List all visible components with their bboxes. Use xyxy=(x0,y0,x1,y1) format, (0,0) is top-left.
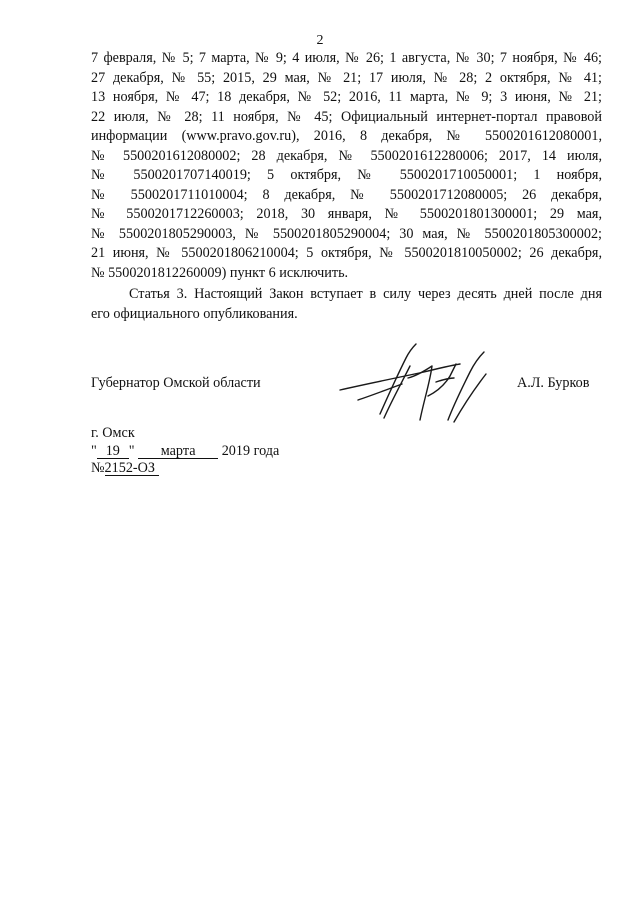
text-line: 27 декабря, № 55; 2015, 29 мая, № 21; 17 июля, № 28; 2 октября, № 41; xyxy=(91,69,602,86)
text-line: 21 июня, № 5500201806210004; 5 октября, № 5500201810050002; 26 декабря, xyxy=(91,245,602,261)
text-line: 22 июля, № 28; 11 ноября, № 45; Официальный интернет-портал правовой xyxy=(91,108,602,125)
law-number xyxy=(91,460,279,478)
quote-close: " xyxy=(128,442,135,459)
date-day: 19 xyxy=(97,444,129,459)
signing-date xyxy=(91,443,279,461)
date-month: марта xyxy=(138,444,218,459)
text-line: № 5500201707140019; 5 октября, № 5500201710050001; 1 ноября, xyxy=(91,167,602,183)
law-number-prefix: № xyxy=(91,460,105,476)
page-number: 2 xyxy=(316,33,324,48)
article-3 xyxy=(91,285,602,324)
signatory-name: А.Л. Бурков xyxy=(517,375,590,391)
text-line: информации (www.pravo.gov.ru), 2016, 8 декабря, № 5500201612080001, xyxy=(91,128,602,144)
date-year: 2019 года xyxy=(221,442,280,459)
text-line: № 5500201805290003, № 5500201805290004; 30 мая, № 5500201805300002; xyxy=(91,225,602,242)
text-line: 13 ноября, № 47; 18 декабря, № 52; 2016, 11 марта, № 9; 3 июня, № 21; xyxy=(91,89,602,105)
signatory-title: Губернатор Омской области xyxy=(91,375,261,391)
text-line: № 5500201711010004; 8 декабря, № 5500201712080005; 26 декабря, xyxy=(91,186,602,203)
text-line: № 5500201712260003; 2018, 30 января, № 5500201801300001; 29 мая, xyxy=(91,206,602,222)
text-line: 7 февраля, № 5; 7 марта, № 9; 4 июля, № 26; 1 августа, № 30; 7 ноября, № 46; xyxy=(91,50,602,66)
quote-open: " xyxy=(91,442,97,459)
handwritten-signature xyxy=(336,338,496,428)
text-line: № 5500201812260009) пункт 6 исключить. xyxy=(91,264,349,281)
article-3-line: его официального опубликования. xyxy=(91,305,298,322)
place-date-block xyxy=(91,425,279,478)
law-number-value: 2152-ОЗ xyxy=(105,461,159,476)
amendment-paragraph xyxy=(91,49,602,283)
text-line: № 5500201612080002; 28 декабря, № 5500201612280006; 2017, 14 июля, xyxy=(91,147,602,164)
place-of-signing: г. Омск xyxy=(91,425,135,441)
article-3-line: Статья 3. Настоящий Закон вступает в силу через десять дней после дня xyxy=(129,286,602,302)
